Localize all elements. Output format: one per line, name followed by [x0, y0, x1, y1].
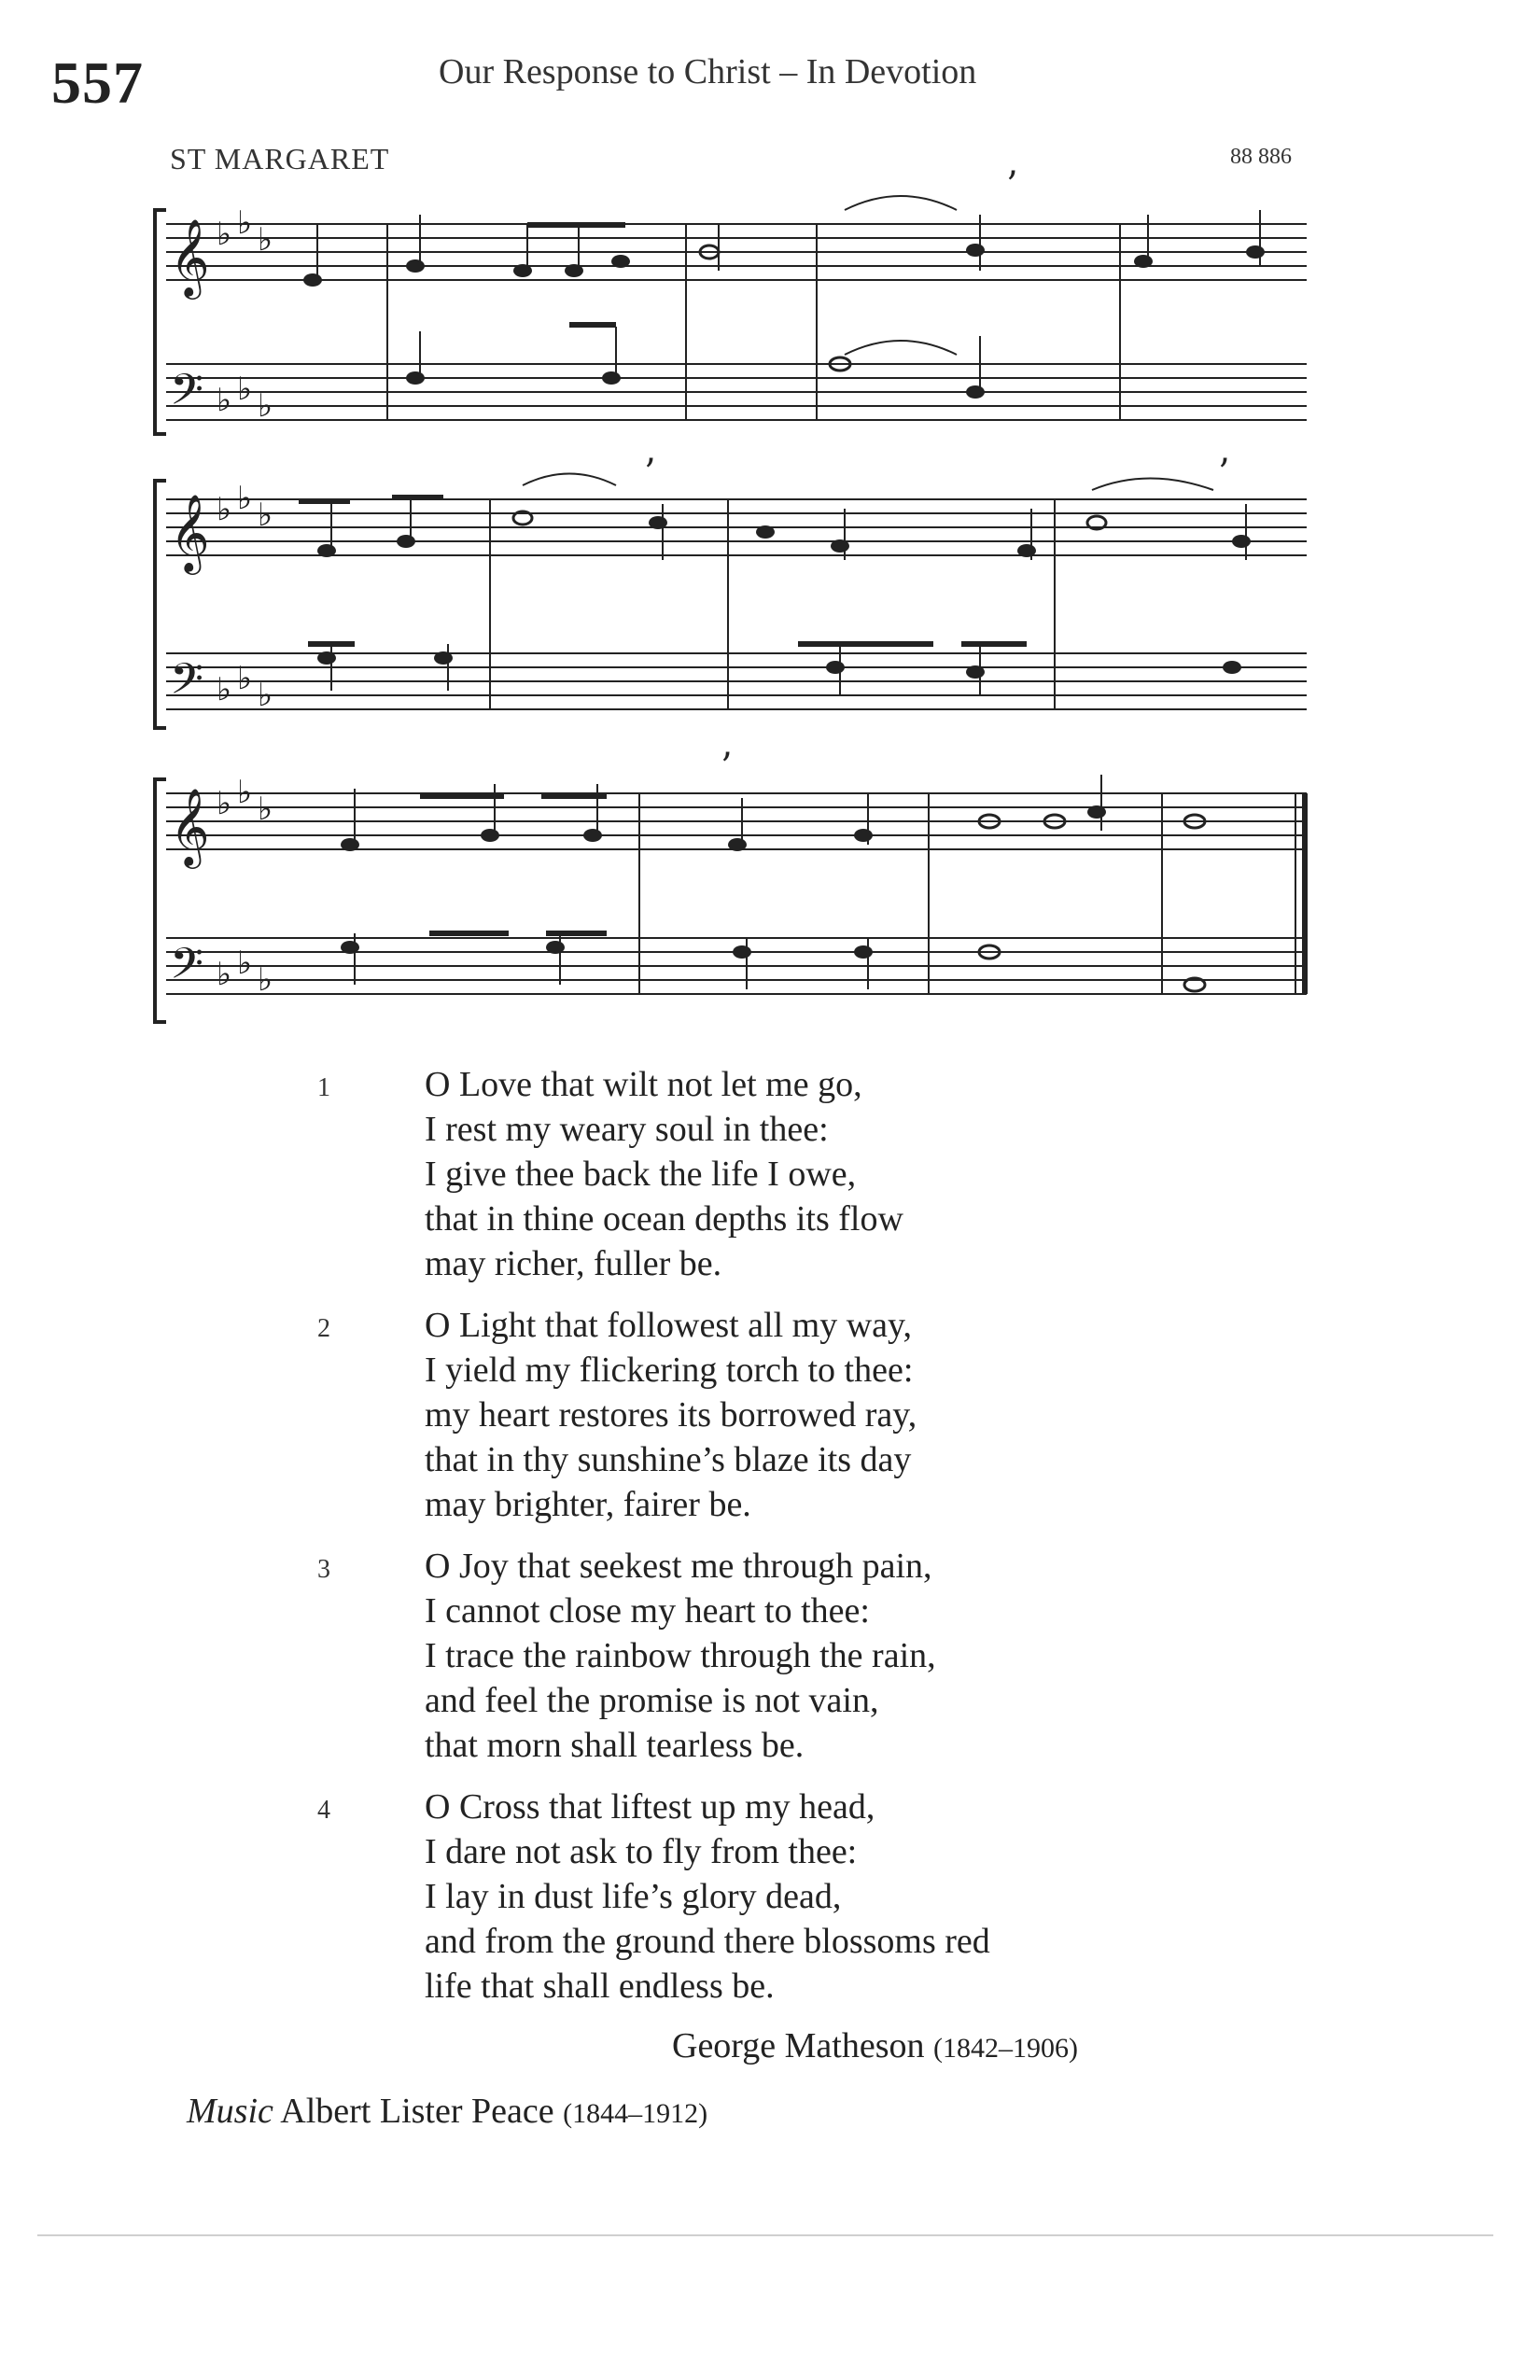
- music-label: Music: [187, 2092, 273, 2131]
- music-score: [0, 0, 1540, 1045]
- svg-text:♭: ♭: [258, 961, 273, 999]
- music-credit: [187, 2091, 707, 2132]
- bass-clef-icon: 𝄢: [170, 939, 204, 1000]
- bass-staff: [166, 364, 1307, 420]
- bass-clef-icon: 𝄢: [170, 654, 204, 715]
- verse-number: 2: [317, 1314, 330, 1343]
- verse-line: O Cross that liftest up my head,: [425, 1787, 875, 1827]
- verse-line: life that shall endless be.: [425, 1967, 775, 2006]
- bass-clef-icon: 𝄢: [170, 365, 204, 426]
- svg-text:♭: ♭: [258, 387, 273, 425]
- verse-number: 4: [317, 1796, 330, 1825]
- hymn-number: 557: [51, 49, 144, 116]
- verse-line: that in thy sunshine’s blaze its day: [425, 1440, 912, 1479]
- verse-line: O Joy that seekest me through pain,: [425, 1547, 932, 1586]
- svg-text:♭: ♭: [237, 945, 253, 982]
- svg-text:♭: ♭: [217, 491, 232, 528]
- verse-line: and from the ground there blossoms red: [425, 1922, 990, 1961]
- tune-meter: 88 886: [1230, 145, 1292, 169]
- bass-staff: [166, 653, 1307, 709]
- verse-line: may brighter, fairer be.: [425, 1485, 751, 1524]
- svg-text:♭: ♭: [258, 221, 273, 259]
- section-title: Our Response to Christ – In Devotion: [439, 52, 977, 91]
- verse-line: and feel the promise is not vain,: [425, 1681, 879, 1720]
- svg-text:♭: ♭: [237, 371, 253, 408]
- svg-text:’: ’: [1006, 164, 1018, 207]
- system-3-noteheads: [341, 805, 1205, 991]
- barlines: [387, 224, 1120, 420]
- svg-text:♭: ♭: [237, 774, 253, 811]
- svg-text:♭: ♭: [237, 480, 253, 517]
- verse-line: O Love that wilt not let me go,: [425, 1065, 862, 1104]
- svg-text:♭: ♭: [217, 216, 232, 253]
- svg-text:’: ’: [644, 452, 656, 495]
- svg-text:♭: ♭: [258, 791, 273, 828]
- note-stems: [331, 495, 1246, 695]
- verse-line: I lay in dust life’s glory dead,: [425, 1877, 842, 1916]
- bottom-rule: [37, 2234, 1493, 2236]
- treble-staff: [166, 499, 1307, 555]
- treble-clef-icon: 𝄞: [170, 217, 210, 296]
- verse-line: may richer, fuller be.: [425, 1244, 722, 1283]
- system-2: [155, 481, 1307, 728]
- verse-line: that morn shall tearless be.: [425, 1726, 805, 1765]
- author-credit: [672, 2025, 1078, 2066]
- svg-text:♭: ♭: [217, 671, 232, 708]
- author-dates: (1842–1906): [933, 2033, 1078, 2064]
- verse-number: 3: [317, 1555, 330, 1584]
- system-bracket: [155, 210, 166, 434]
- system-3: [155, 775, 1307, 1022]
- system-1: [155, 210, 1307, 434]
- treble-clef-icon: 𝄞: [170, 493, 210, 571]
- composer-dates: (1844–1912): [563, 2098, 708, 2129]
- verse-line: I dare not ask to fly from thee:: [425, 1832, 858, 1871]
- verse-line: that in thine ocean depths its flow: [425, 1199, 903, 1239]
- bass-staff: [166, 938, 1307, 994]
- note-beams: [420, 796, 607, 933]
- system-bracket: [155, 481, 166, 728]
- key-signature-flats: [217, 204, 273, 999]
- verse-line: O Light that followest all my way,: [425, 1306, 913, 1345]
- verse-line: I trace the rainbow through the rain,: [425, 1636, 936, 1675]
- tune-name: ST MARGARET: [170, 142, 390, 175]
- svg-text:’: ’: [721, 746, 733, 789]
- clefs-and-keys: [170, 164, 1230, 1000]
- verse-line: I yield my flickering torch to thee:: [425, 1351, 914, 1390]
- svg-text:♭: ♭: [217, 785, 232, 822]
- verse-line: I rest my weary soul in thee:: [425, 1110, 829, 1149]
- composer-name: Albert Lister Peace: [280, 2092, 554, 2131]
- svg-text:♭: ♭: [217, 956, 232, 993]
- treble-staff: [166, 224, 1307, 280]
- ties: [523, 196, 1213, 490]
- svg-text:♭: ♭: [217, 382, 232, 419]
- verse-line: I give thee back the life I owe,: [425, 1155, 857, 1194]
- verse-line: I cannot close my heart to thee:: [425, 1591, 870, 1631]
- svg-text:♭: ♭: [237, 204, 253, 242]
- treble-clef-icon: 𝄞: [170, 787, 210, 865]
- author-name: George Matheson: [672, 2026, 925, 2065]
- svg-text:♭: ♭: [258, 497, 273, 534]
- svg-text:’: ’: [1218, 452, 1230, 495]
- verse-number: 1: [317, 1073, 330, 1102]
- svg-text:♭: ♭: [258, 677, 273, 714]
- verse-line: my heart restores its borrowed ray,: [425, 1395, 917, 1435]
- svg-text:♭: ♭: [237, 660, 253, 697]
- system-bracket: [155, 779, 166, 1022]
